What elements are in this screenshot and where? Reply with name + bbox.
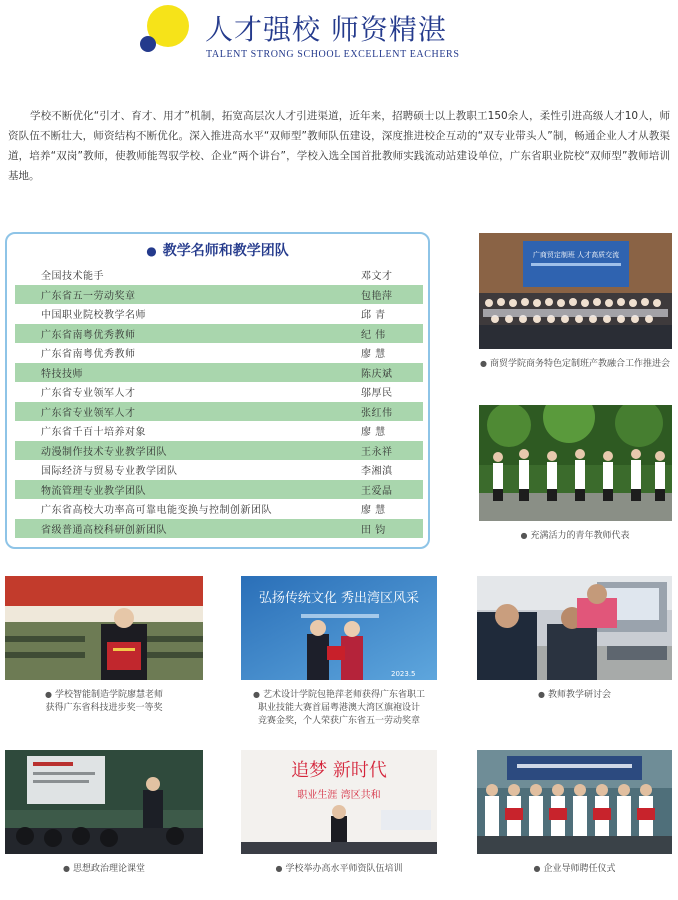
honor-cell: 动漫制作技术专业教学团队 (41, 446, 167, 458)
table-row (15, 460, 423, 480)
page-title: 人才强校 师资精湛 (205, 13, 447, 46)
teams-title-text: 教学名师和教学团队 (162, 243, 289, 259)
teams-table (15, 265, 423, 538)
person-cell: 邱 青 (361, 310, 386, 322)
honor-cell: 国际经济与贸易专业教学团队 (41, 466, 178, 478)
honor-cell: 广东省千百十培养对象 (41, 427, 146, 439)
page-header (0, 0, 678, 70)
training-banner-sub: 职业生涯 湾区共和 (297, 790, 381, 801)
photo-award-liaohui (5, 576, 203, 680)
qipao-banner-date: 2023.5 (391, 670, 416, 678)
caption-text: 学校举办高水平师资队伍培训 (285, 864, 403, 874)
table-row (15, 402, 423, 422)
table-row (15, 304, 423, 324)
intro-paragraph: 学校不断优化“引才、育才、用才”机制，拓宽高层次人才引进渠道，近年来，招聘硕士以上教职工150余人，柔性引进高级人才10人，师资队伍不断壮大，师资结构不断优化。深入推进高水平“双师型”教师队伍建设，深度推进校企互动的“双专业带头人”制，畅通企业人才从教渠道，培养“双岗”教师，使教师能驾驭学校、企业“两个讲台”，学校入选全国首批教师实践流动站建设单位，广东省职业院校“双师型”教师培训基地。 (8, 110, 670, 182)
photo-enterprise-mentor (477, 750, 672, 854)
caption-text: 企业导师聘任仪式 (543, 864, 616, 874)
person-cell: 王爱晶 (361, 485, 393, 497)
photo-faculty-training (241, 750, 437, 854)
caption-text: 思想政治理论课堂 (72, 864, 145, 874)
table-row (15, 265, 423, 285)
person-cell: 包艳萍 (361, 290, 393, 302)
person-cell: 廖 慧 (361, 427, 386, 439)
table-row (15, 324, 423, 344)
bullet-icon: ● (538, 690, 545, 699)
person-cell: 田 钧 (361, 524, 386, 536)
honor-cell: 物流管理专业教学团队 (41, 485, 146, 497)
person-cell: 廖 慧 (361, 505, 386, 517)
person-cell: 邬厚民 (361, 388, 393, 400)
table-row (15, 382, 423, 402)
caption-text: 充满活力的青年教师代表 (530, 531, 630, 541)
honor-cell: 广东省五一劳动奖章 (41, 290, 136, 302)
photo-ideology-class (5, 750, 203, 854)
honor-cell: 广东省南粤优秀教师 (41, 349, 136, 361)
bullet-icon: ● (146, 244, 157, 258)
table-row (15, 441, 423, 461)
bullet-icon: ● (533, 864, 541, 873)
caption-text: 艺术设计学院包艳萍老师获得广东省职工 (262, 690, 425, 700)
honor-cell: 特技技师 (41, 368, 83, 380)
photo-qipao-award (241, 576, 437, 680)
caption-enterprise-mentor (477, 862, 672, 876)
caption-conference (475, 357, 675, 371)
caption-faculty-training (241, 862, 437, 876)
honor-cell: 省级普通高校科研创新团队 (41, 524, 167, 536)
caption-text: 商贸学院商务特色定制班产教融合工作推进会 (489, 359, 670, 369)
honor-cell: 广东省南粤优秀教师 (41, 329, 136, 341)
table-row (15, 519, 423, 539)
photo-conference-group (479, 233, 672, 349)
table-row (15, 363, 423, 383)
honor-cell: 全国技术能手 (41, 271, 104, 283)
bullet-icon: ● (253, 690, 260, 699)
photo-teaching-seminar (477, 576, 672, 680)
logo-blue-circle (140, 36, 156, 52)
caption-text: 获得广东省科技进步奖一等奖 (45, 703, 163, 713)
caption-young-teachers (475, 529, 675, 543)
honor-cell: 中国职业院校教学名师 (41, 310, 146, 322)
page-subtitle-en: TALENT STRONG SCHOOL EXCELLENT EACHERS (206, 49, 460, 60)
bullet-icon: ● (63, 864, 70, 873)
table-row (15, 421, 423, 441)
person-cell: 陈庆斌 (361, 368, 393, 380)
bullet-icon: ● (520, 531, 528, 540)
caption-ideology-class (5, 862, 203, 876)
teaching-teams-panel (5, 232, 430, 549)
bullet-icon: ● (275, 864, 283, 873)
bullet-icon: ● (480, 359, 487, 368)
honor-cell: 广东省高校大功率高可靠电能变换与控制创新团队 (41, 505, 272, 517)
table-row (15, 480, 423, 500)
bullet-icon: ● (45, 690, 52, 699)
photo-young-teachers (479, 405, 672, 521)
teams-title (7, 240, 428, 260)
person-cell: 邓文才 (361, 271, 393, 283)
honor-cell: 广东省专业领军人才 (41, 407, 136, 419)
qipao-banner-text: 弘扬传统文化 秀出湾区风采 (258, 591, 420, 606)
honor-cell: 广东省专业领军人才 (41, 388, 136, 400)
caption-award-liaohui (5, 688, 203, 715)
training-banner-text: 追梦 新时代 (291, 760, 387, 781)
caption-qipao-award (238, 688, 440, 728)
caption-text: 职业技能大赛首届粤港澳大湾区旗袍设计 (257, 703, 420, 713)
person-cell: 纪 伟 (361, 329, 386, 341)
table-row (15, 499, 423, 519)
person-cell: 廖 慧 (361, 349, 386, 361)
caption-text: 竞赛金奖，个人荣获广东省五一劳动奖章 (257, 716, 420, 726)
person-cell: 王永祥 (361, 446, 393, 458)
caption-text: 教师教学研讨会 (547, 690, 611, 700)
person-cell: 张红伟 (361, 407, 393, 419)
table-row (15, 285, 423, 305)
table-row (15, 343, 423, 363)
caption-teaching-seminar (477, 688, 672, 702)
person-cell: 李湘滇 (361, 466, 393, 478)
caption-text: 学校智能制造学院廖慧老师 (54, 690, 163, 700)
conference-banner-text: 广商贸定制班 人才高质交流 (532, 251, 620, 259)
